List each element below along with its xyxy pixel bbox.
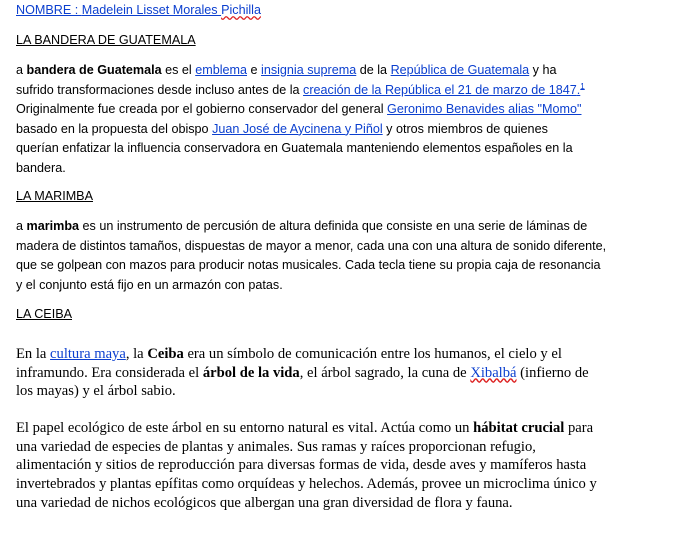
hyperlink[interactable]: . <box>576 82 581 97</box>
text-run: a <box>16 63 27 77</box>
text-run: es el <box>161 63 196 77</box>
heading-bandera: LA BANDERA DE GUATEMALA <box>16 33 196 47</box>
text-run: basado en la propuesta del obispo <box>16 121 213 136</box>
text-run: Originalmente fue creada por el gobierno conservador del general <box>16 102 388 116</box>
text-run: , el árbol sagrado, la cuna de <box>299 364 471 381</box>
hyperlink[interactable]: República de Guatemala <box>390 63 530 77</box>
text-run: es un instrumento de percusión de altura definida que consiste en una serie de láminas de madera de distintos tamaños, dispuestas de mayor a menor, cada una con una altura de sonido diferente, que se golpean con mazos para producir notas musicales. Cada tecla tiene su propia caja de resonancia y el conjunto está fijo en un armazón con patas. <box>16 219 607 292</box>
paragraph-bandera <box>16 61 590 178</box>
paragraph-marimba <box>16 217 610 295</box>
bold-text: árbol de la vida <box>202 364 300 381</box>
text-run: de la <box>356 63 391 77</box>
student-name: Madelein Lisset Morales <box>81 3 222 17</box>
text-run: El papel ecológico de este árbol en su entorno natural es vital. Actúa como un <box>16 420 474 436</box>
hyperlink[interactable]: creación de la República el 21 de marzo de 1847 <box>303 82 577 97</box>
footnote-reference[interactable]: 1 <box>580 81 585 91</box>
hyperlink[interactable]: emblema <box>195 63 248 77</box>
text-run: (infierno de los mayas) y el árbol sabio. <box>16 364 589 400</box>
heading-ceiba: LA CEIBA <box>16 307 73 321</box>
text-run: , la <box>125 346 148 362</box>
hyperlink[interactable]: Xibalbá <box>470 364 517 381</box>
name-prefix: NOMBRE : <box>16 3 82 17</box>
student-name-line <box>16 1 261 21</box>
text-run: y otros miembros de quienes querían enfatizar la influencia conservadora en Guatemala manteniendo elementos españoles en la bandera. <box>16 121 573 175</box>
bold-text: marimba <box>26 219 80 233</box>
hyperlink[interactable]: insignia suprema <box>261 63 357 77</box>
text-run: a <box>16 219 27 233</box>
text-run: para una variedad de especies de plantas y animales. Sus ramas y raíces proporcionan refugio, alimentación y sitios de reproducción para diversas formas de vida, desde aves y mamíferos hasta invertebrados y plantas epífitas como orquídeas y helechos. Además, provee un microclima único y una variedad de nichos ecológicos que albergan una gran diversidad de flora y fauna. <box>16 420 597 511</box>
bold-text: bandera de Guatemala <box>26 63 162 77</box>
text-run: e <box>247 63 262 77</box>
hyperlink[interactable]: Geronimo Benavides alias "Momo" <box>387 102 582 116</box>
hyperlink[interactable]: Juan José de Aycinena y Piñol <box>212 121 383 136</box>
text-run: En la <box>16 346 51 362</box>
text-run: y ha sufrido transformaciones desde incluso antes de la <box>16 63 557 97</box>
bold-text: Ceiba <box>147 346 184 362</box>
heading-marimba: LA MARIMBA <box>16 189 93 203</box>
paragraph-ceiba-cultura <box>16 345 606 401</box>
student-surname: Pichilla <box>221 3 261 17</box>
bold-text: hábitat crucial <box>473 420 565 436</box>
paragraph-ceiba-ecologia <box>16 419 610 513</box>
text-run: era un símbolo de comunicación entre los humanos, el cielo y el inframundo. Era considerada el <box>16 346 562 381</box>
hyperlink[interactable]: cultura maya <box>50 346 126 362</box>
